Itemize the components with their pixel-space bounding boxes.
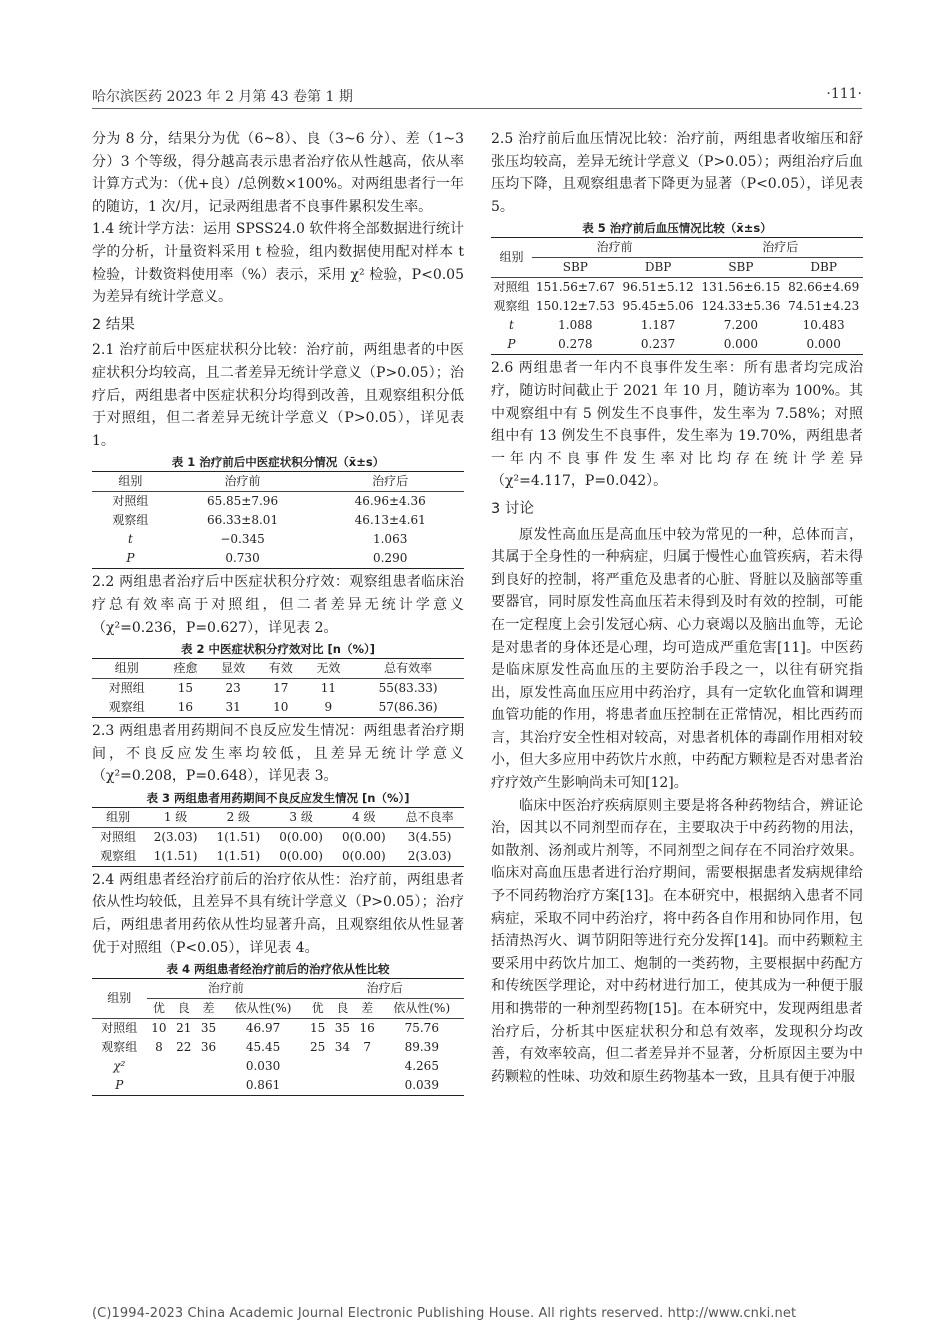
table-cell: 1.088 bbox=[558, 318, 593, 333]
table-cell: χ² bbox=[113, 1059, 126, 1074]
table-cell: 74.51±4.23 bbox=[788, 299, 860, 314]
table-cell: 0.237 bbox=[640, 337, 676, 352]
table-cell bbox=[171, 1057, 196, 1076]
table-cell: 1(1.51) bbox=[216, 829, 261, 844]
table-cell: 10 bbox=[273, 700, 289, 715]
table-header: 总有效率 bbox=[352, 659, 464, 679]
table-row bbox=[92, 679, 464, 699]
table-subheader: SBP bbox=[697, 258, 784, 278]
table-cell: 23 bbox=[225, 681, 241, 696]
header-rule bbox=[92, 108, 862, 109]
table-header: 组别 bbox=[92, 807, 144, 827]
table-cell: 10 bbox=[151, 1021, 167, 1036]
table-cell: 0.000 bbox=[723, 337, 759, 352]
table-cell: 89.39 bbox=[404, 1040, 439, 1055]
table-cell: P bbox=[115, 1078, 124, 1093]
table-cell: 35 bbox=[334, 1021, 351, 1036]
table-cell: 0.861 bbox=[245, 1078, 281, 1093]
table-header: 有效 bbox=[257, 659, 305, 679]
table-row bbox=[491, 335, 863, 355]
table-cell: 124.33±5.36 bbox=[701, 299, 781, 314]
table-cell: 1.187 bbox=[640, 318, 676, 333]
table-cell: 0.730 bbox=[225, 551, 260, 566]
table-subheader: 良 bbox=[330, 999, 355, 1019]
table-header: 无效 bbox=[305, 659, 353, 679]
table-cell: 0(0.00) bbox=[342, 829, 386, 844]
table-header: 1 级 bbox=[144, 807, 207, 827]
table-row bbox=[491, 297, 863, 316]
table4 bbox=[92, 978, 464, 1096]
table-header: 组别 bbox=[491, 238, 532, 278]
table-subheader: SBP bbox=[532, 258, 619, 278]
table-subheader: DBP bbox=[619, 258, 698, 278]
table-cell: 1.063 bbox=[372, 532, 408, 547]
paragraph-continuation: 分为 8 分，结果分为优（6~8）、良（3~6 分）、差（1~3 分）3 个等级，得分越高表示患者治疗依从性越高，依从率计算方式为：（优+良）/总例数×100%。对两组患者行一年的随访，1 次/月，记录两组患者不良事件累积发生率。 bbox=[92, 131, 464, 215]
table-cell bbox=[330, 1076, 355, 1096]
table-cell: 对照组 bbox=[112, 494, 149, 509]
table-cell: 0(0.00) bbox=[279, 848, 323, 863]
table2 bbox=[92, 658, 464, 718]
table-header: 治疗后 bbox=[316, 472, 464, 492]
paragraph-2-5: 2.5 治疗前后血压情况比较：治疗前，两组患者收缩压和舒张压均较高，差异无统计学意义（P>0.05）；两组治疗后血压均下降，且观察组患者下降更为显著（P<0.05），详见表 5。 bbox=[491, 131, 863, 215]
table-cell: P bbox=[507, 337, 516, 352]
table-cell: 46.97 bbox=[245, 1021, 281, 1036]
table-cell bbox=[196, 1076, 221, 1096]
table-row bbox=[92, 1076, 464, 1096]
table-header: 痊愈 bbox=[162, 659, 210, 679]
table-cell: 0(0.00) bbox=[342, 848, 386, 863]
table-cell: 观察组 bbox=[112, 513, 149, 528]
table-cell: 9 bbox=[324, 700, 333, 715]
table-header: 组别 bbox=[92, 659, 162, 679]
table-header: 治疗前 bbox=[169, 472, 317, 492]
table5-caption: 表 5 治疗前后血压情况比较（x̄±s） bbox=[582, 221, 772, 236]
table-cell bbox=[305, 1057, 330, 1076]
left-column bbox=[92, 128, 464, 1098]
table-cell bbox=[196, 1057, 221, 1076]
table-cell: 观察组 bbox=[108, 700, 145, 715]
table-cell: 17 bbox=[273, 681, 289, 696]
table-cell: 4.265 bbox=[404, 1059, 439, 1074]
table-row bbox=[92, 492, 464, 512]
table-cell: 16 bbox=[359, 1021, 375, 1036]
table-subheader: 差 bbox=[196, 999, 221, 1019]
table4-caption: 表 4 两组患者经治疗前后的治疗依从性比较 bbox=[166, 962, 390, 977]
table-row bbox=[92, 1019, 464, 1039]
table-cell: 对照组 bbox=[493, 280, 530, 295]
table-cell: 对照组 bbox=[101, 1021, 138, 1036]
table-cell: 11 bbox=[320, 681, 336, 696]
paragraph-2-2: 2.2 两组患者治疗后中医症状积分疗效：观察组患者临床治疗总有效率高于对照组，但二者差异无统计学意义（χ²=0.236，P=0.627），详见表 2。 bbox=[92, 574, 464, 636]
table-cell: 21 bbox=[176, 1021, 192, 1036]
table-header: 3 级 bbox=[270, 807, 333, 827]
table-cell: 15 bbox=[177, 681, 194, 696]
table-header: 治疗后 bbox=[697, 238, 863, 258]
table-header: 总不良率 bbox=[395, 807, 464, 827]
table-header: 2 级 bbox=[207, 807, 270, 827]
page-number: ·111· bbox=[826, 86, 862, 102]
table-cell: 55(83.33) bbox=[378, 681, 438, 696]
paragraph-2-6: 2.6 两组患者一年内不良事件发生率：所有患者均完成治疗，随访时间截止于 2021 年 10 月，随访率为 100%。其中观察组中有 5 例发生不良事件，发生率为 7.58%；对照组中有 13 例发生不良事件，发生率为 19.70%，两组患者一年内不良事件发生率对比均存在统计学差异（χ²=4.117，P=0.042）。 bbox=[491, 360, 863, 490]
table-header: 治疗前 bbox=[532, 238, 698, 258]
table-cell bbox=[147, 1076, 172, 1096]
table-cell: 45.45 bbox=[245, 1040, 281, 1055]
table-cell: 0.039 bbox=[404, 1078, 439, 1093]
table-cell: 151.56±7.67 bbox=[535, 280, 615, 295]
table-cell: t bbox=[127, 532, 133, 547]
table-cell: 0.278 bbox=[558, 337, 593, 352]
table-row bbox=[92, 847, 464, 867]
table1-caption: 表 1 治疗前后中医症状积分情况（x̄±s） bbox=[171, 455, 385, 470]
table5 bbox=[491, 237, 863, 355]
table-cell: 对照组 bbox=[100, 829, 137, 844]
table-cell: P bbox=[126, 551, 135, 566]
table-row bbox=[92, 827, 464, 847]
table2-caption: 表 2 中医症状积分疗效对比 [n（%）] bbox=[181, 642, 375, 657]
table-cell: 7 bbox=[363, 1040, 371, 1055]
table-cell bbox=[355, 1057, 380, 1076]
table-cell: 75.76 bbox=[404, 1021, 439, 1036]
table-subheader: 优 bbox=[305, 999, 330, 1019]
table-cell: −0.345 bbox=[220, 532, 265, 547]
table-row bbox=[92, 511, 464, 530]
table-cell: 观察组 bbox=[100, 848, 137, 863]
table-cell bbox=[330, 1057, 355, 1076]
table-subheader: 依从性(%) bbox=[221, 999, 305, 1019]
paragraph-discussion-2: 临床中医治疗疾病原则主要是将各种药物结合，辨证论治，因其以不同剂型而存在，主要取决于中药药物的用法，如散剂、汤剂或片剂等，不同剂型之间存在不同治疗效果。临床对高血压患者进行治疗期间，需要根据患者发病规律给予不同药物治疗方案[13]。在本研究中，根据纳入患者不同病症，采取不同中药治疗，将中药各自作用和协同作用，包括清热泻火、调节阴阳等进行充分发挥[14]。而中药颗粒主要采用中药饮片加工、炮制的一类药物，主要根据中药配方和传统医学理论，对中药材进行加工，使其成为一种便于服用和携带的一种剂型药物[15]。在本研究中，发现两组患者治疗后，分析其中医症状积分和总有效率，发现积分均改善，有效率较高，但二者差异并不显著，分析原因主要为中药颗粒的性味、功效和原生药物基本一致，且具有便于冲服 bbox=[491, 797, 863, 1085]
table-cell: 82.66±4.69 bbox=[788, 280, 860, 295]
table-cell: 22 bbox=[176, 1040, 192, 1055]
table-cell: 46.96±4.36 bbox=[354, 494, 426, 509]
copyright-footer: (C)1994-2023 China Academic Journal Electronic Publishing House. All rights reserved. http://www.cnki.net bbox=[92, 1306, 797, 1321]
table-row bbox=[491, 316, 863, 335]
section-heading-results: 2 结果 bbox=[92, 316, 135, 333]
table-cell: 34 bbox=[334, 1040, 351, 1055]
table-cell: 66.33±8.01 bbox=[206, 513, 279, 528]
table-cell: 1(1.51) bbox=[153, 848, 198, 863]
table-cell bbox=[147, 1057, 172, 1076]
table-cell: 131.56±6.15 bbox=[701, 280, 781, 295]
table-cell: 57(86.36) bbox=[378, 700, 438, 715]
table-cell: 150.12±7.53 bbox=[535, 299, 615, 314]
table-cell: 1(1.51) bbox=[216, 848, 261, 863]
table-cell: 46.13±4.61 bbox=[354, 513, 426, 528]
table-subheader: 差 bbox=[355, 999, 380, 1019]
table-subheader: DBP bbox=[784, 258, 863, 278]
table-cell: 7.200 bbox=[723, 318, 759, 333]
table-cell: 对照组 bbox=[108, 681, 145, 696]
table-header: 治疗后 bbox=[305, 979, 464, 999]
table-header: 组别 bbox=[92, 979, 147, 1019]
table-cell: 2(3.03) bbox=[153, 829, 198, 844]
table-cell bbox=[305, 1076, 330, 1096]
table-row bbox=[92, 1038, 464, 1057]
table-cell: 96.51±5.12 bbox=[622, 280, 694, 295]
paragraph-2-1: 2.1 治疗前后中医症状积分比较：治疗前，两组患者的中医症状积分均较高，且二者差异无统计学意义（P>0.05）；治疗后，两组患者中医症状积分均得到改善，且观察组积分低于对照组，但二者差异无统计学意义（P>0.05），详见表 1。 bbox=[92, 342, 464, 449]
table-row bbox=[92, 1057, 464, 1076]
table-cell: 36 bbox=[200, 1040, 217, 1055]
table-cell: 31 bbox=[225, 700, 241, 715]
table-cell: 0.000 bbox=[806, 337, 841, 352]
table-subheader: 良 bbox=[171, 999, 196, 1019]
table-cell: 10.483 bbox=[802, 318, 845, 333]
table-cell: t bbox=[509, 318, 514, 333]
paragraph-1-4: 1.4 统计学方法：运用 SPSS24.0 软件将全部数据进行统计学的分析，计量资料采用 t 检验，组内数据使用配对样本 t 检验，计数资料使用率（%）表示，采用 χ² 检验，P<0.05 为差异有统计学意义。 bbox=[92, 221, 464, 306]
table-cell: 25 bbox=[309, 1040, 326, 1055]
table-cell: 35 bbox=[200, 1021, 217, 1036]
table-header: 显效 bbox=[209, 659, 257, 679]
table-row bbox=[92, 698, 464, 718]
table-row bbox=[92, 530, 464, 549]
table-cell: 0(0.00) bbox=[279, 829, 323, 844]
table-header: 4 级 bbox=[332, 807, 395, 827]
table3-caption: 表 3 两组患者用药期间不良反应发生情况 [n（%）] bbox=[146, 790, 410, 805]
section-heading-discussion: 3 讨论 bbox=[491, 500, 534, 517]
table-cell: 3(4.55) bbox=[407, 829, 452, 844]
table-subheader: 优 bbox=[147, 999, 172, 1019]
table-subheader: 依从性(%) bbox=[380, 999, 464, 1019]
table-cell bbox=[355, 1076, 380, 1096]
table-cell bbox=[171, 1076, 196, 1096]
table-cell: 15 bbox=[309, 1021, 326, 1036]
table-header: 组别 bbox=[92, 472, 169, 492]
table-cell: 65.85±7.96 bbox=[206, 494, 279, 509]
journal-header: 哈尔滨医药 2023 年 2 月第 43 卷第 1 期 bbox=[92, 89, 353, 105]
paragraph-2-3: 2.3 两组患者用药期间不良反应发生情况：两组患者治疗期间，不良反应发生率均较低，且差异无统计学意义（χ²=0.208，P=0.648），详见表 3。 bbox=[92, 723, 464, 785]
table-cell: 观察组 bbox=[493, 299, 530, 314]
table-cell: 0.030 bbox=[245, 1059, 281, 1074]
table-cell: 观察组 bbox=[101, 1040, 138, 1055]
table-header: 治疗前 bbox=[147, 979, 306, 999]
table-cell: 95.45±5.06 bbox=[622, 299, 694, 314]
table-cell: 2(3.03) bbox=[407, 848, 452, 863]
table-cell: 16 bbox=[177, 700, 194, 715]
table3 bbox=[92, 807, 464, 867]
table-row bbox=[92, 549, 464, 569]
table-cell: 8 bbox=[155, 1040, 163, 1055]
right-column bbox=[491, 128, 863, 1088]
paragraph-2-4: 2.4 两组患者经治疗前后的治疗依从性：治疗前，两组患者依从性均较低，且差异不具有统计学意义（P>0.05）；治疗后，两组患者用药依从性均显著升高，且观察组依从性显著优于对照组（P<0.05），详见表 4。 bbox=[92, 871, 464, 956]
table1 bbox=[92, 471, 464, 569]
table-cell: 0.290 bbox=[372, 551, 408, 566]
table-row bbox=[491, 278, 863, 298]
paragraph-discussion-1: 原发性高血压是高血压中较为常见的一种，总体而言，其属于全身性的一种病症，归属于慢性心血管疾病，若未得到良好的控制，将严重危及患者的心脏、肾脏以及脑部等重要器官，同时原发性高血压若未得到及时有效的控制，可能在一定程度上会引发冠心病、心力衰竭以及脑出血等，无论是对患者的身体还是心理，均可造成严重危害[11]。中医药是临床原发性高血压的主要防治手段之一，以往有研究指出，原发性高血压应用中药治疗，具有一定软化血管和调理血管功能的作用，将患者血压控制在正常情况，相比西药而言，其治疗安全性相对较高，对患者机体的毒副作用相对较小，但大多应用中药饮片水煎，中药配方颗粒是否对患者治疗疗效产生影响尚未可知[12]。 bbox=[491, 526, 863, 792]
